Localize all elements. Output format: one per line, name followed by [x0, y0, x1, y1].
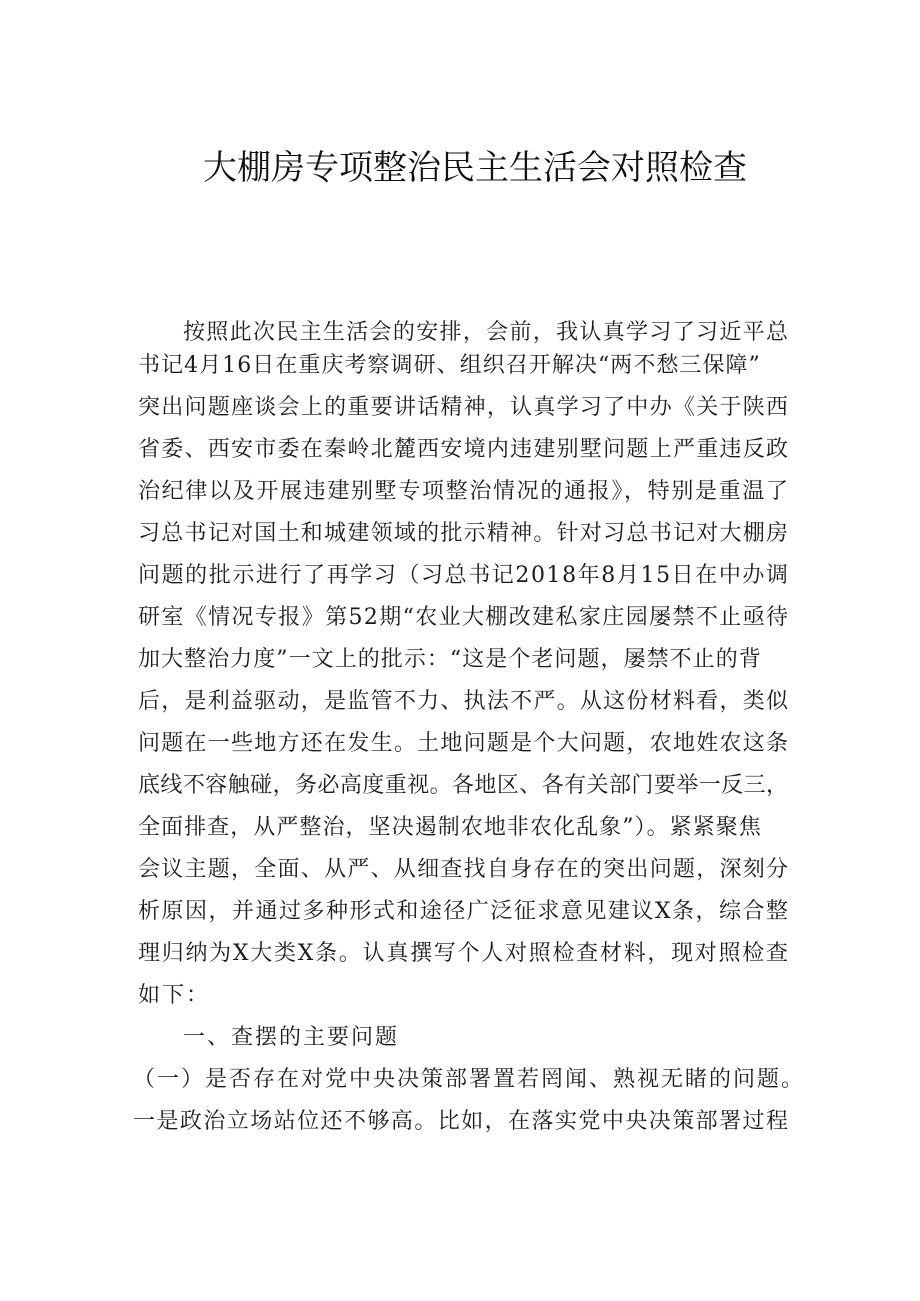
subsection-heading: （一）是否存在对党中央决策部署置若罔闻、熟视无睹的问题。 — [133, 1067, 806, 1092]
body-line: 全面排查，从严整治，坚决遏制农地非农化乱象”）。紧紧聚焦 — [138, 815, 762, 840]
body-line: 后，是利益驱动，是监管不力、执法不严。从这份材料看，类似 — [138, 689, 790, 714]
body-line: 底线不容触碰，务必高度重视。各地区、各有关部门要举一反三， — [138, 773, 789, 798]
body-line: 析原因，并通过多种形式和途径广泛征求意见建议X条，综合整 — [138, 899, 790, 924]
body-line: 治纪律以及开展违建别墅专项整治情况的通报》，特别是重温了 — [138, 479, 790, 504]
body-line: 问题的批示进行了再学习（习总书记2018年8月15日在中办调 — [138, 563, 790, 588]
body-line: 如下： — [138, 983, 211, 1008]
body-line: 加大整治力度”一文上的批示：“这是个老问题，屡禁不止的背 — [138, 647, 762, 672]
section-heading: 一、查摆的主要问题 — [183, 1025, 400, 1050]
body-line: 突出问题座谈会上的重要讲话精神，认真学习了中办《关于陕西 — [138, 395, 790, 420]
document-title: 大棚房专项整治民主生活会对照检查 — [203, 148, 747, 188]
body-line: 一是政治立场站位还不够高。比如，在落实党中央决策部署过程 — [133, 1109, 790, 1134]
body-line: 问题在一些地方还在发生。土地问题是个大问题，农地姓农这条 — [138, 731, 790, 756]
body-line: 按照此次民主生活会的安排，会前，我认真学习了习近平总 — [183, 320, 790, 345]
body-line: 书记4月16日在重庆考察调研、组织召开解决“两不愁三保障” — [138, 353, 761, 378]
body-line: 习总书记对国土和城建领域的批示精神。针对习总书记对大棚房 — [138, 521, 790, 546]
body-line: 省委、西安市委在秦岭北麓西安境内违建别墅问题上严重违反政 — [138, 437, 790, 462]
body-line: 会议主题，全面、从严、从细查找自身存在的突出问题，深刻分 — [138, 857, 790, 882]
body-line: 研室《情况专报》第52期“农业大棚改建私家庄园屡禁不止亟待 — [138, 605, 790, 630]
body-line: 理归纳为X大类X条。认真撰写个人对照检查材料，现对照检查 — [138, 941, 790, 966]
